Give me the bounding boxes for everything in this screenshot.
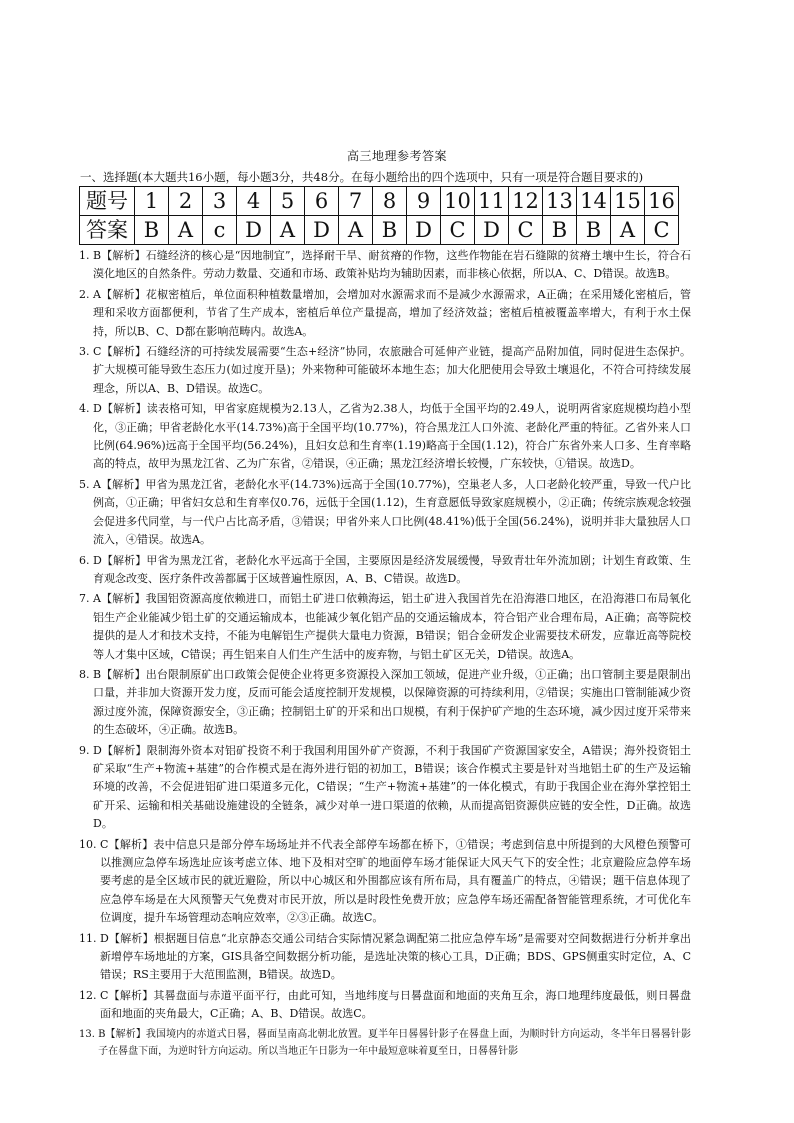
table-cell-number: 15: [611, 187, 645, 216]
item-number: 9.: [79, 743, 93, 757]
table-cell-answer: D: [237, 216, 271, 245]
table-cell-number: 7: [339, 187, 373, 216]
table-row-label: 题号: [80, 187, 135, 216]
item-number: 12.: [79, 988, 100, 1002]
item-text: C【解析】其晷盘面与赤道平面平行，由此可知，当地纬度与日晷盘面和地面的夹角互余，海口地理纬度最低，则日晷盘面和地面的夹角最大，C正确；A、B、D错误。故选C。: [100, 988, 691, 1021]
table-cell-number: 3: [203, 187, 237, 216]
item-text: D【解析】读表格可知，甲省家庭规模为2.13人，乙省为2.38人，均低于全国平均的2.49人，说明两省家庭规模均趋小型化，③正确；甲省老龄化水平(14.73%)高于全国平均(10.77%)，符合黑龙江人口外流、老龄化严重的特征。乙省外来人口比例(64.96%)远高于全国平均(56.24%)，且妇女总和生育率(1.19)略高于全国(1.12)，符合广东省外来人口多、生育率略高的特点，故甲为黑龙江省、乙为广东省，②错误，④正确；黑龙江经济增长较慢，广东较快，①错误。故选D。: [93, 402, 691, 471]
item-number: 11.: [79, 931, 100, 945]
section-heading: 一、选择题(本大题共16小题，每小题3分，共48分。在每小题给出的四个选项中，只有一项是符合题目要求的): [80, 170, 644, 184]
table-cell-answer: B: [373, 216, 407, 245]
explanation-list: [79, 247, 691, 1063]
list-item: [79, 930, 691, 985]
table-row-answers: [80, 216, 679, 245]
table-row-numbers: [80, 187, 679, 216]
table-cell-number: 6: [305, 187, 339, 216]
table-cell-answer: D: [305, 216, 339, 245]
item-text: C【解析】石缝经济的可持续发展需要“生态+经济”协同，农旅融合可延伸产业链，提高产品附加值，同时促进生态保护。扩大规模可能导致生态压力(如过度开垦)；外来物种可能破坏本地生态；加大化肥使用会导致土壤退化，不符合可持续发展理念，所以A、B、D错误。故选C。: [93, 345, 691, 395]
table-cell-number: 12: [509, 187, 543, 216]
item-text: C【解析】表中信息只是部分停车场场址并不代表全部停车场都在桥下，①错误；考虑到信息中所提到的大风橙色预警可以推测应急停车场选址应该考虑立体、地下及相对空旷的地面停车场才能保证大风天气下的安全性；北京避险应急停车场要考虑的是全区域市民的就近避险，所以中心城区和外围都应该有所布局，具有覆盖广的特点，④错误；题干信息体现了应急停车场是在大风预警天气免费对市民开放，所以是时段性免费开放；应急停车场还需配备智能管理系统，才可优化车位调度，提升车场管理动态响应效率，②③正确。故选C。: [100, 837, 691, 925]
item-number: 5.: [79, 477, 93, 491]
table-cell-answer: A: [169, 216, 203, 245]
item-number: 8.: [79, 667, 93, 681]
list-item: [79, 590, 691, 664]
table-cell-number: 9: [407, 187, 441, 216]
table-cell-number: 8: [373, 187, 407, 216]
item-number: 2.: [79, 287, 93, 301]
table-cell-answer: c: [203, 216, 237, 245]
table-cell-answer: C: [645, 216, 679, 245]
item-text: B【解析】石缝经济的核心是“因地制宜”，选择耐干旱、耐贫瘠的作物，这些作物能在岩石缝隙的贫瘠土壤中生长，符合石漠化地区的自然条件。劳动力数量、交通和市场、政策补贴均为辅助因素，而非核心依据，所以A、C、D错误。故选B。: [93, 249, 691, 281]
table-cell-answer: C: [441, 216, 475, 245]
item-text: B【解析】我国境内的赤道式日晷，晷面呈南高北朝北放置。夏半年日晷晷针影子在晷盘上面，为顺时针方向运动，冬半年日晷晷针影子在晷盘下面，为逆时针方向运动。所以当地正午日影为一年中最短意味着夏至日，日晷晷针影: [98, 1028, 691, 1058]
table-cell-answer: B: [577, 216, 611, 245]
item-text: D【解析】甲省为黑龙江省，老龄化水平远高于全国，主要原因是经济发展缓慢，导致青壮年外流加剧；计划生育政策、生育观念改变、医疗条件改善都属于区域普遍性原因，A、B、C错误。故选D。: [93, 553, 691, 585]
table-cell-answer: B: [135, 216, 169, 245]
table-cell-answer: B: [543, 216, 577, 245]
item-number: 7.: [79, 592, 93, 606]
item-text: A【解析】花椒密植后，单位面积种植数量增加，会增加对水源需求而不是减少水源需求，A正确；在采用矮化密植后，管理和采收方面都便利，节省了生产成本，密植后单位产量提高，增加了经济效益；密植后植被覆盖率增大，有利于水土保持，所以B、C、D都在影响范畴内。故选A。: [93, 287, 691, 338]
list-item: [79, 1026, 691, 1061]
table-cell-number: 14: [577, 187, 611, 216]
item-number: 1.: [79, 249, 93, 262]
item-text: B【解析】出台限制原矿出口政策会促使企业将更多资源投入深加工领域，促进产业升级，①正确；出口管制主要是限制出口量，并非加大资源开发力度，反而可能会适度控制开发规模，以保障资源的可持续利用，②错误；实施出口管制能减少资源过度外流，保障资源安全，③正确；控制铝土矿的开采和出口规模，有利于保护矿产地的生态环境，减少因过度开采带来的生态破坏，④正确。故选B。: [93, 667, 691, 737]
table-cell-number: 10: [441, 187, 475, 216]
table-cell-number: 11: [475, 187, 509, 216]
table-cell-number: 2: [169, 187, 203, 216]
list-item: [79, 987, 691, 1024]
table-cell-answer: A: [339, 216, 373, 245]
item-text: A【解析】甲省为黑龙江省，老龄化水平(14.73%)远高于全国(10.77%)，空巢老人多，人口老龄化较严重，导致一代户比例高，①正确；甲省妇女总和生育率仅0.76，远低于全国(1.12)，生育意愿低导致家庭规模小，②正确；传统宗族观念较强会促进多代同堂，与一代户占比高矛盾，③错误；甲省外来人口比例(48.41%)低于全国(56.24%)，说明并非大量独居人口流入，④错误。故选A。: [93, 477, 691, 547]
table-row-label: 答案: [80, 216, 135, 245]
item-number: 3.: [79, 345, 93, 359]
item-number: 6.: [79, 553, 93, 567]
item-text: D【解析】限制海外资本对铝矿投资不利于我国利用国外矿产资源，不利于我国矿产资源国家安全，A错误；海外投资铝土矿采取“生产+物流+基建”的合作模式是在海外进行铝的初加工，B错误；该合作模式主要是针对当地铝土矿的生产及运输环境的改善，不会促进铝矿进口渠道多元化，C错误；“生产+物流+基建”的一体化模式，有助于我国企业在海外掌控铝土矿开采、运输和相关基础设施建设的全链条，减少对单一进口渠道的依赖，从而提高铝资源供应链的安全性，D正确。故选D。: [93, 743, 691, 831]
item-text: D【解析】根据题目信息“北京静态交通公司结合实际情况紧急调配第二批应急停车场”是需要对空间数据进行分析并拿出新增停车场地址的方案，GIS具备空间数据分析功能，是选址决策的核心工具，D正确；BDS、GPS侧重实时定位，A、C错误；RS主要用于大范围监测，B错误。故选D。: [100, 931, 691, 982]
table-cell-answer: D: [407, 216, 441, 245]
table-cell-answer: D: [475, 216, 509, 245]
list-item: [79, 286, 691, 341]
page-title: 高三地理参考答案: [346, 149, 447, 163]
list-item: [79, 742, 691, 834]
table-cell-answer: A: [611, 216, 645, 245]
item-text: A【解析】我国铝资源高度依赖进口，而铝土矿进口依赖海运，铝土矿进入我国首先在沿海港口地区，在沿海港口布局氧化铝生产企业能减少铝土矿的交通运输成本，也能减少氧化铝产品的交通运输成本，符合铝产业合理布局，A正确；高等院校提供的是人才和技术支持，不能为电解铝生产提供大量电力资源，B错误；铝合金研发企业需要技术研发，应靠近高等院校等人才集中区域，C错误；再生铝来自人们生产生活中的废弃物，与铝土矿区无关，D错误。故选A。: [93, 592, 691, 661]
list-item: [79, 400, 691, 474]
table-cell-number: 1: [135, 187, 169, 216]
table-cell-number: 4: [237, 187, 271, 216]
list-item: [79, 476, 691, 550]
item-number: 13.: [79, 1028, 99, 1040]
list-item: [79, 552, 691, 589]
answer-table: [79, 186, 679, 245]
table-cell-answer: C: [509, 216, 543, 245]
item-number: 10.: [79, 837, 100, 851]
table-cell-number: 13: [543, 187, 577, 216]
list-item: [79, 247, 691, 284]
table-cell-answer: A: [271, 216, 305, 245]
item-number: 4.: [79, 402, 93, 416]
table-cell-number: 16: [645, 187, 679, 216]
table-cell-number: 5: [271, 187, 305, 216]
list-item: [79, 836, 691, 928]
list-item: [79, 343, 691, 398]
list-item: [79, 666, 691, 740]
